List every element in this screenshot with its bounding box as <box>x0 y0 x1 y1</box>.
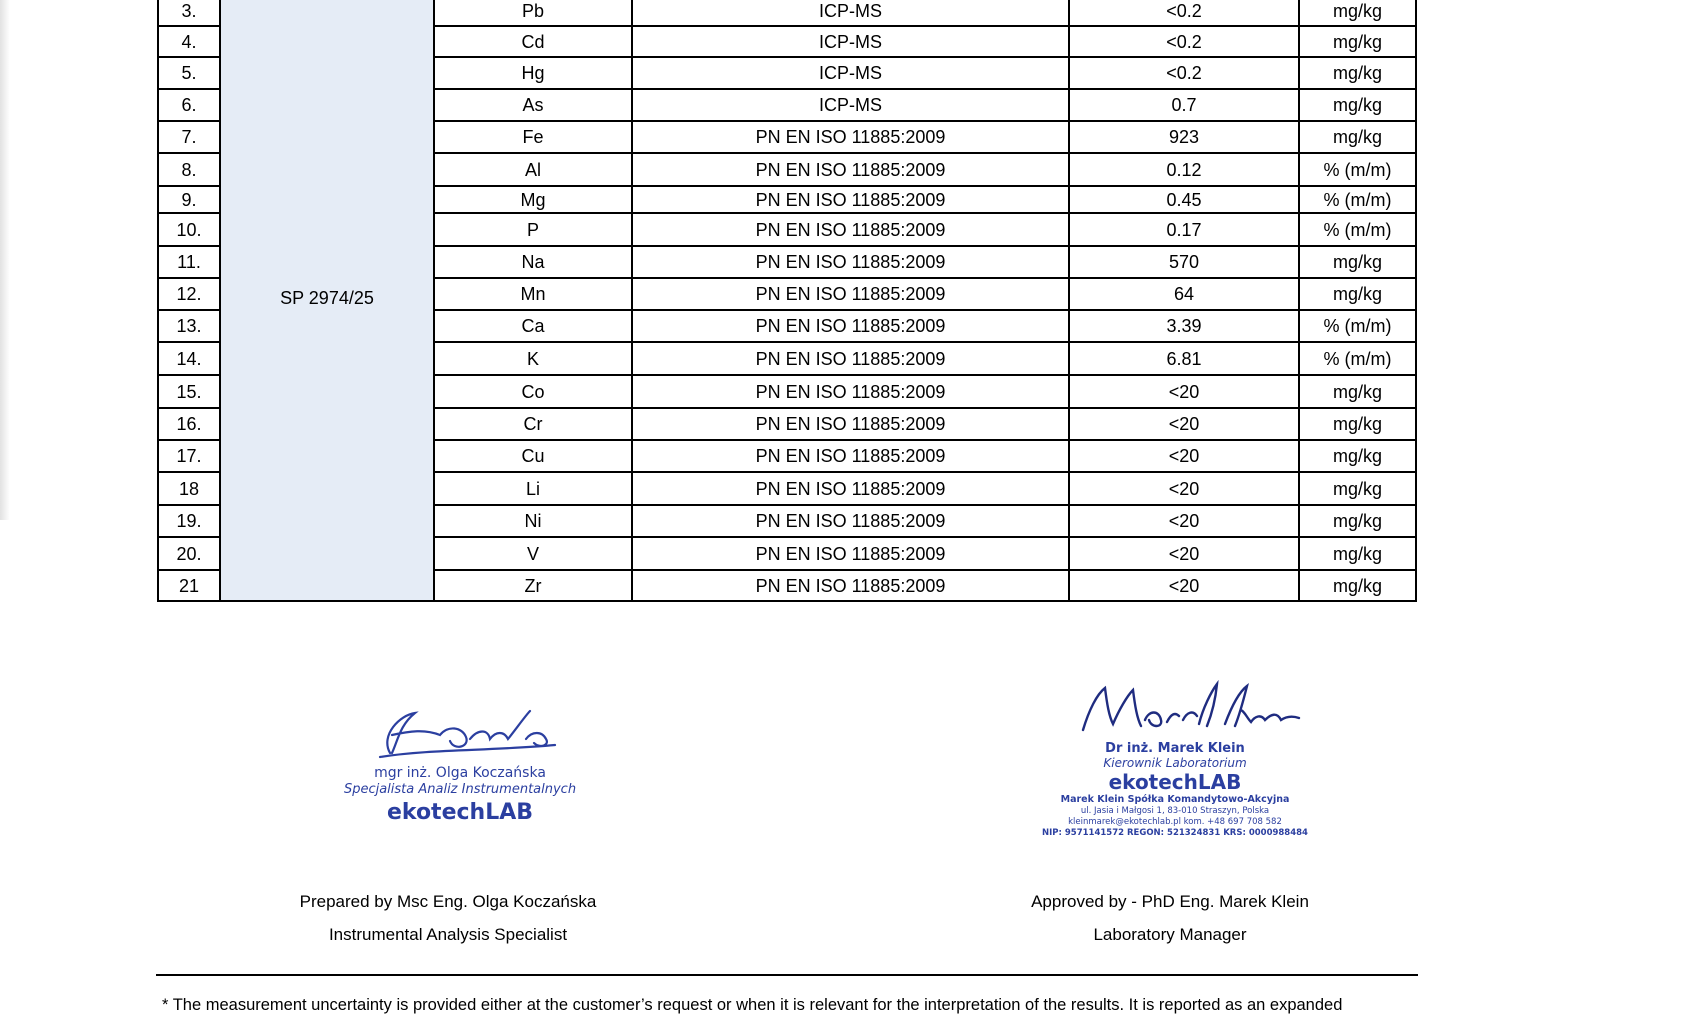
method-cell: ICP-MS <box>632 26 1069 57</box>
method-cell: PN EN ISO 11885:2009 <box>632 121 1069 153</box>
approved-by-role: Laboratory Manager <box>1093 925 1247 944</box>
row-number-cell: 16. <box>158 408 220 440</box>
element-cell: Na <box>434 246 632 278</box>
row-number-cell: 6. <box>158 89 220 121</box>
method-cell: PN EN ISO 11885:2009 <box>632 246 1069 278</box>
method-cell: PN EN ISO 11885:2009 <box>632 213 1069 246</box>
method-cell: PN EN ISO 11885:2009 <box>632 186 1069 213</box>
element-cell: Mn <box>434 278 632 310</box>
result-cell: 923 <box>1069 121 1299 153</box>
row-number-cell: 21 <box>158 570 220 601</box>
result-cell: 0.12 <box>1069 153 1299 186</box>
method-cell: PN EN ISO 11885:2009 <box>632 472 1069 505</box>
method-cell: ICP-MS <box>632 0 1069 26</box>
unit-cell: % (m/m) <box>1299 153 1416 186</box>
results-table-body <box>158 0 1416 601</box>
ekotechlab-logo-right: ekotechLAB <box>1108 770 1242 794</box>
element-cell: Cu <box>434 440 632 472</box>
unit-cell: mg/kg <box>1299 375 1416 408</box>
result-cell: 0.17 <box>1069 213 1299 246</box>
unit-cell: mg/kg <box>1299 246 1416 278</box>
unit-cell: % (m/m) <box>1299 186 1416 213</box>
element-cell: Li <box>434 472 632 505</box>
element-cell: As <box>434 89 632 121</box>
row-number-cell: 7. <box>158 121 220 153</box>
element-cell: Fe <box>434 121 632 153</box>
method-cell: PN EN ISO 11885:2009 <box>632 570 1069 601</box>
results-table <box>157 0 1417 602</box>
result-cell: <20 <box>1069 505 1299 537</box>
element-cell: Cr <box>434 408 632 440</box>
method-cell: PN EN ISO 11885:2009 <box>632 342 1069 375</box>
method-cell: ICP-MS <box>632 57 1069 89</box>
row-number-cell: 4. <box>158 26 220 57</box>
result-cell: 64 <box>1069 278 1299 310</box>
method-cell: PN EN ISO 11885:2009 <box>632 278 1069 310</box>
method-cell: ICP-MS <box>632 89 1069 121</box>
row-number-cell: 5. <box>158 57 220 89</box>
unit-cell: mg/kg <box>1299 89 1416 121</box>
method-cell: PN EN ISO 11885:2009 <box>632 505 1069 537</box>
row-number-cell: 17. <box>158 440 220 472</box>
unit-cell: % (m/m) <box>1299 342 1416 375</box>
element-cell: Ca <box>434 310 632 342</box>
stamp-left-name: mgr inż. Olga Koczańska <box>374 765 546 781</box>
unit-cell: mg/kg <box>1299 26 1416 57</box>
element-cell: Mg <box>434 186 632 213</box>
method-cell: PN EN ISO 11885:2009 <box>632 375 1069 408</box>
row-number-cell: 9. <box>158 186 220 213</box>
stamp-right-name: Dr inż. Marek Klein <box>1105 741 1245 756</box>
unit-cell: mg/kg <box>1299 0 1416 26</box>
signature-stamp-right <box>1030 680 1320 840</box>
handwritten-signature-left <box>370 705 560 763</box>
sample-id-cell: SP 2974/25 <box>220 0 434 601</box>
unit-cell: mg/kg <box>1299 570 1416 601</box>
unit-cell: mg/kg <box>1299 472 1416 505</box>
element-cell: P <box>434 213 632 246</box>
table-row <box>158 0 1416 26</box>
result-cell: 570 <box>1069 246 1299 278</box>
result-cell: <20 <box>1069 570 1299 601</box>
row-number-cell: 18 <box>158 472 220 505</box>
result-cell: 0.45 <box>1069 186 1299 213</box>
row-number-cell: 11. <box>158 246 220 278</box>
row-number-cell: 13. <box>158 310 220 342</box>
ekotechlab-logo-left: ekotechLAB <box>386 800 534 825</box>
result-cell: <20 <box>1069 440 1299 472</box>
row-number-cell: 3. <box>158 0 220 26</box>
result-cell: <20 <box>1069 537 1299 570</box>
stamp-right-title: Kierownik Laboratorium <box>1103 756 1247 770</box>
row-number-cell: 19. <box>158 505 220 537</box>
result-cell: <20 <box>1069 375 1299 408</box>
stamp-right-company: Marek Klein Spółka Komandytowo-Akcyjna <box>1060 794 1290 805</box>
element-cell: Zr <box>434 570 632 601</box>
row-number-cell: 8. <box>158 153 220 186</box>
result-cell: <0.2 <box>1069 26 1299 57</box>
element-cell: Co <box>434 375 632 408</box>
unit-cell: mg/kg <box>1299 121 1416 153</box>
row-number-cell: 15. <box>158 375 220 408</box>
unit-cell: mg/kg <box>1299 278 1416 310</box>
unit-cell: % (m/m) <box>1299 310 1416 342</box>
method-cell: PN EN ISO 11885:2009 <box>632 537 1069 570</box>
element-cell: Al <box>434 153 632 186</box>
row-number-cell: 20. <box>158 537 220 570</box>
result-cell: <0.2 <box>1069 57 1299 89</box>
row-number-cell: 12. <box>158 278 220 310</box>
result-cell: 0.7 <box>1069 89 1299 121</box>
element-cell: Pb <box>434 0 632 26</box>
uncertainty-footnote: * The measurement uncertainty is provided either at the customer’s request or when it is relevant for the interpretation of the results. It is reported as an expanded <box>162 996 1343 1014</box>
signature-stamp-left <box>340 705 580 835</box>
prepared-by-role: Instrumental Analysis Specialist <box>328 925 568 944</box>
stamp-right-ids: NIP: 9571141572 REGON: 521324831 KRS: 0000988484 <box>1042 828 1308 838</box>
method-cell: PN EN ISO 11885:2009 <box>632 440 1069 472</box>
element-cell: K <box>434 342 632 375</box>
result-cell: <0.2 <box>1069 0 1299 26</box>
approved-by-line: Approved by - PhD Eng. Marek Klein <box>1031 892 1309 911</box>
result-cell: <20 <box>1069 408 1299 440</box>
unit-cell: mg/kg <box>1299 505 1416 537</box>
element-cell: V <box>434 537 632 570</box>
stamp-right-address: ul. Jasia i Małgosi 1, 83-010 Straszyn, Polska <box>1080 806 1270 816</box>
row-number-cell: 10. <box>158 213 220 246</box>
method-cell: PN EN ISO 11885:2009 <box>632 408 1069 440</box>
stamp-right-contact: kleinmarek@ekotechlab.pl kom. +48 697 708 582 <box>1068 817 1282 827</box>
unit-cell: mg/kg <box>1299 440 1416 472</box>
unit-cell: % (m/m) <box>1299 213 1416 246</box>
stamp-left-title: Specjalista Analiz Instrumentalnych <box>343 782 577 797</box>
page-edge-shadow <box>0 0 10 520</box>
element-cell: Cd <box>434 26 632 57</box>
footer-divider <box>156 974 1418 976</box>
unit-cell: mg/kg <box>1299 408 1416 440</box>
element-cell: Hg <box>434 57 632 89</box>
row-number-cell: 14. <box>158 342 220 375</box>
prepared-by-line: Prepared by Msc Eng. Olga Koczańska <box>299 892 597 911</box>
handwritten-signature-right <box>1075 680 1305 742</box>
result-cell: <20 <box>1069 472 1299 505</box>
unit-cell: mg/kg <box>1299 57 1416 89</box>
unit-cell: mg/kg <box>1299 537 1416 570</box>
result-cell: 6.81 <box>1069 342 1299 375</box>
result-cell: 3.39 <box>1069 310 1299 342</box>
method-cell: PN EN ISO 11885:2009 <box>632 310 1069 342</box>
element-cell: Ni <box>434 505 632 537</box>
method-cell: PN EN ISO 11885:2009 <box>632 153 1069 186</box>
